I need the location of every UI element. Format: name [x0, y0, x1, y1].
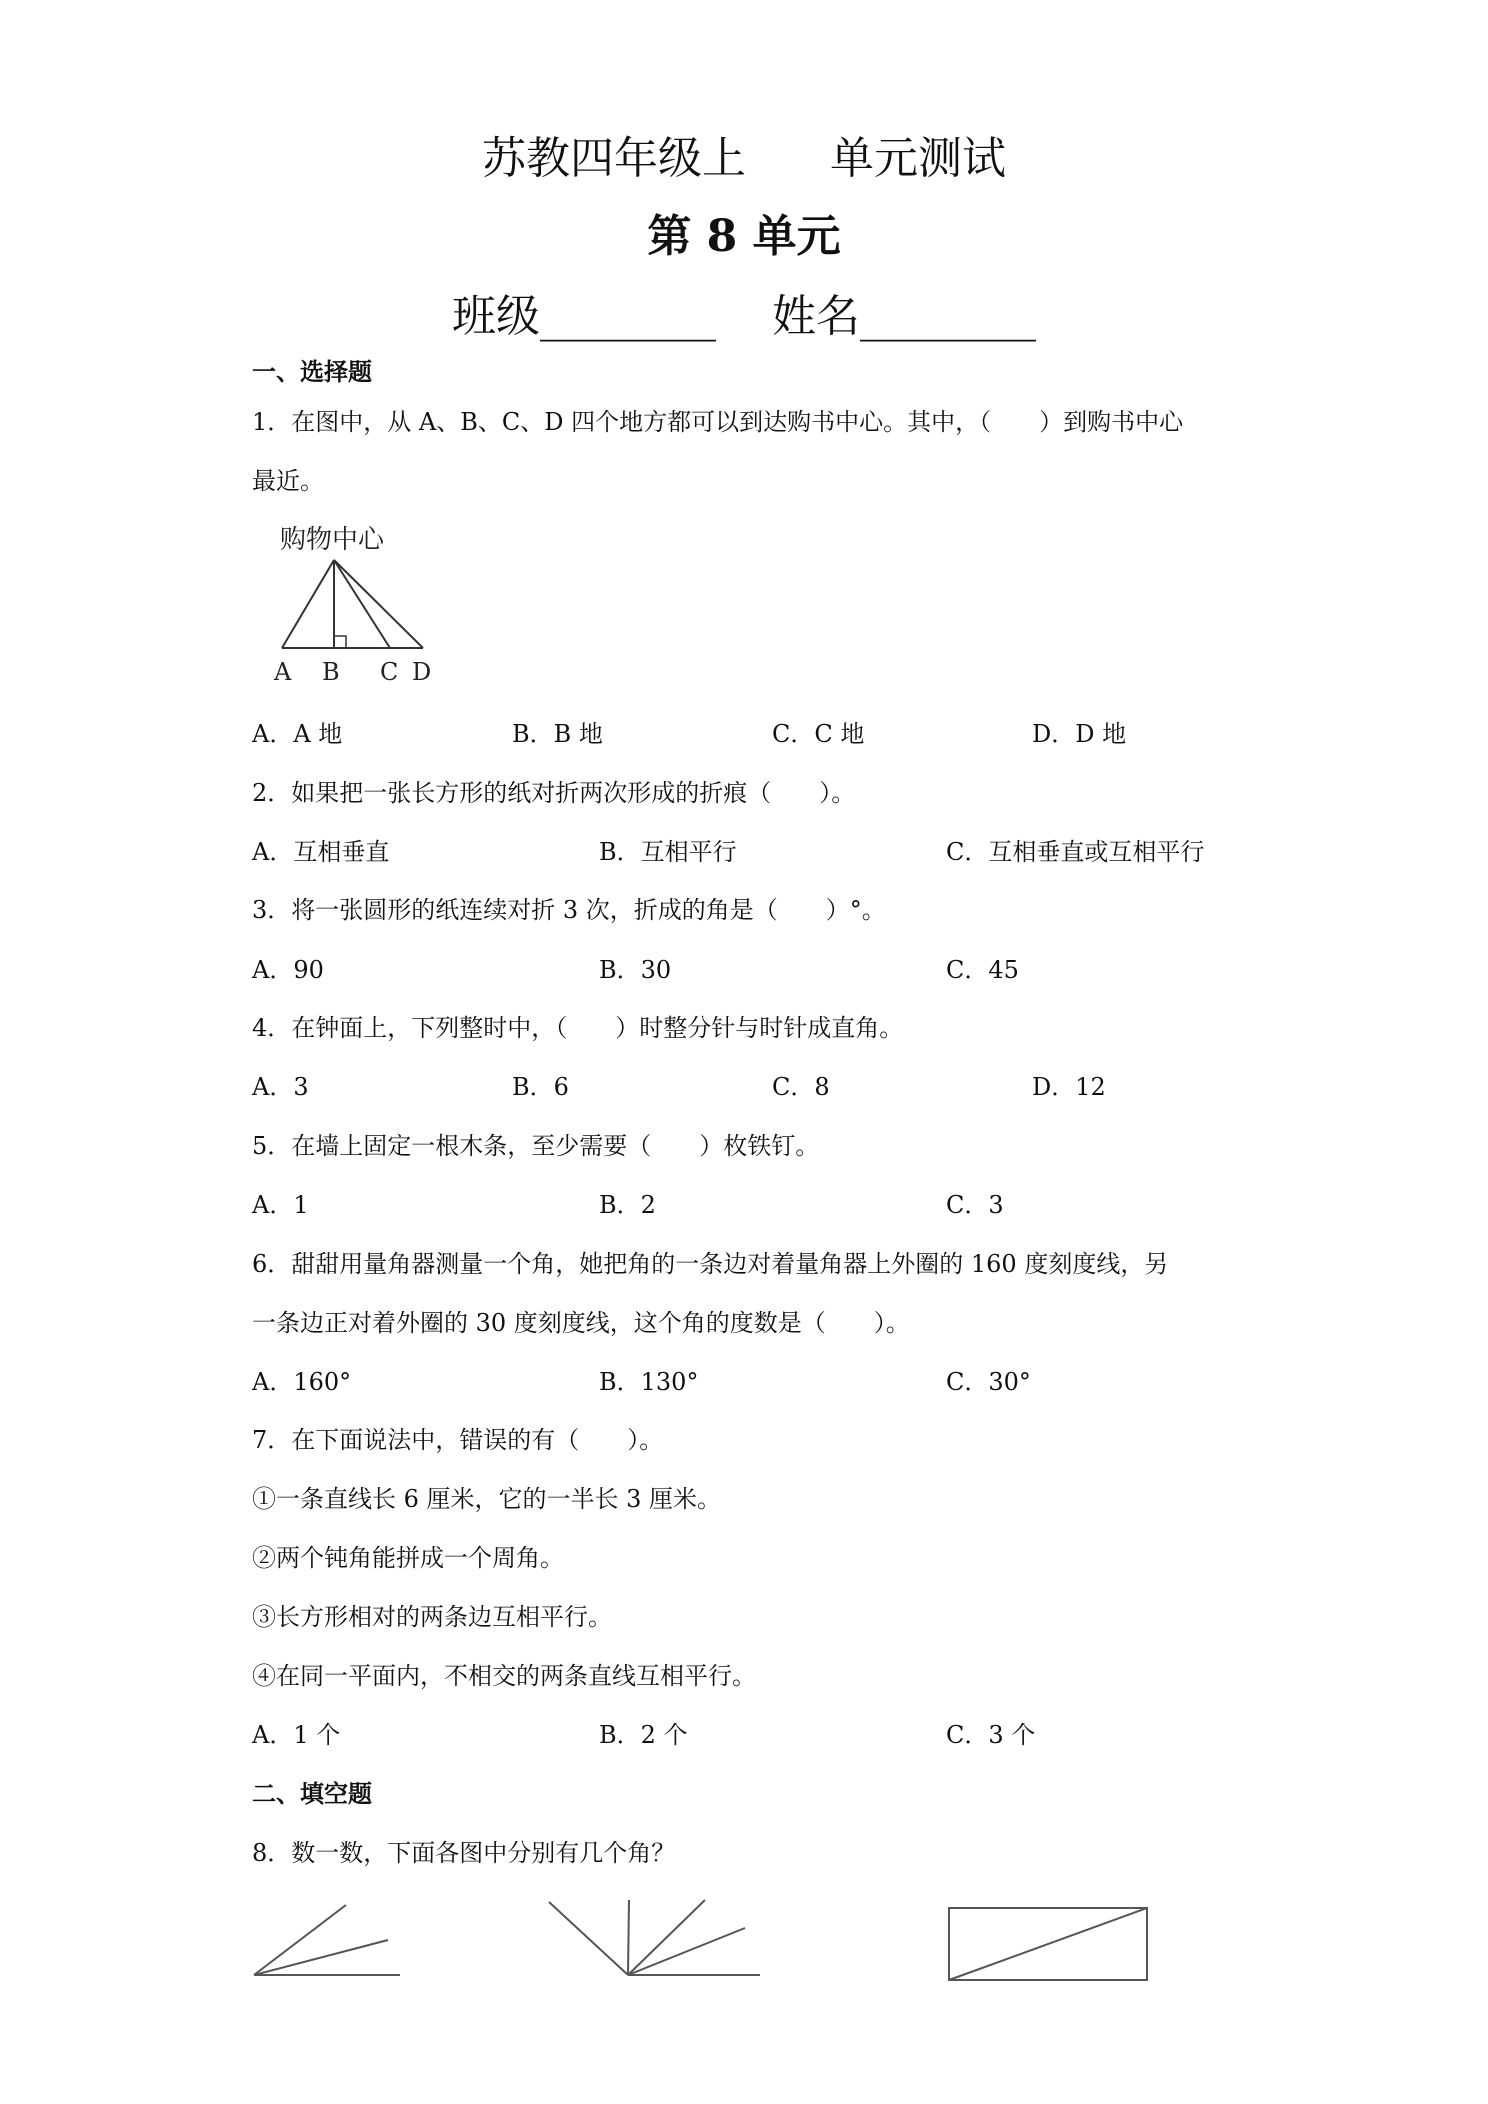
diagonal — [949, 1908, 1147, 1980]
section-heading-choice: 一、选择题 — [252, 358, 372, 386]
q4-option-b[interactable]: B．6 — [512, 1073, 569, 1101]
ray-1 — [254, 1905, 346, 1975]
section-heading-fill: 二、填空题 — [252, 1780, 372, 1808]
question-1-line2: 最近。 — [252, 467, 324, 495]
question-4: 4．在钟面上，下列整时中，（ ）时整分针与时针成直角。 — [252, 1014, 904, 1042]
q5-option-a[interactable]: A．1 — [252, 1191, 309, 1219]
q7-option-c[interactable]: C．3 个 — [946, 1721, 1036, 1749]
q6-option-a[interactable]: A．160° — [252, 1368, 352, 1396]
q1-option-c[interactable]: C．C 地 — [772, 720, 865, 748]
question-1-line1: 1．在图中，从 A、B、C、D 四个地方都可以到达购书中心。其中，（ ）到购书中心 — [252, 408, 1184, 436]
ray-2 — [254, 1940, 388, 1975]
q7-statement-3: ③长方形相对的两条边互相平行。 — [252, 1603, 612, 1631]
shopping-center-triangle-figure — [270, 520, 470, 690]
ray-1 — [549, 1902, 628, 1975]
right-angle-mark — [334, 636, 346, 648]
question-5: 5．在墙上固定一根木条，至少需要（ ）枚铁钉。 — [252, 1132, 820, 1160]
q1-option-a[interactable]: A．A 地 — [252, 720, 343, 748]
line-a — [282, 560, 334, 648]
question-3: 3．将一张圆形的纸连续对折 3 次，折成的角是（ ）°。 — [252, 896, 886, 924]
q5-option-c[interactable]: C．3 — [946, 1191, 1004, 1219]
q7-statement-4: ④在同一平面内，不相交的两条直线互相平行。 — [252, 1662, 756, 1690]
class-name-line: 班级________ 姓名________ — [452, 291, 1036, 342]
q2-option-c[interactable]: C．互相垂直或互相平行 — [946, 838, 1205, 866]
line-c — [334, 560, 390, 648]
ray-2 — [628, 1900, 629, 1975]
q3-option-c[interactable]: C．45 — [946, 956, 1019, 984]
ray-3 — [628, 1900, 705, 1975]
point-label-b: B — [322, 658, 340, 686]
question-8: 8．数一数，下面各图中分别有几个角？ — [252, 1839, 676, 1867]
q7-statement-1: ①一条直线长 6 厘米，它的一半长 3 厘米。 — [252, 1485, 722, 1513]
q2-option-a[interactable]: A．互相垂直 — [252, 838, 390, 866]
point-label-a: A — [274, 658, 292, 686]
q7-option-b[interactable]: B．2 个 — [599, 1721, 688, 1749]
question-6-line1: 6．甜甜用量角器测量一个角，她把角的一条边对着量角器上外圈的 160 度刻度线，另 — [252, 1250, 1169, 1278]
q7-statement-2: ②两个钝角能拼成一个周角。 — [252, 1544, 564, 1572]
question-7: 7．在下面说法中，错误的有（ ）。 — [252, 1426, 664, 1454]
q4-option-a[interactable]: A．3 — [252, 1073, 309, 1101]
unit-title: 第 8 单元 — [647, 211, 841, 262]
point-label-d: D — [412, 658, 432, 686]
q6-option-b[interactable]: B．130° — [599, 1368, 699, 1396]
rectangle-diagonal-figure — [945, 1904, 1155, 1984]
q7-option-a[interactable]: A．1 个 — [252, 1721, 341, 1749]
q1-option-b[interactable]: B．B 地 — [512, 720, 603, 748]
line-d — [334, 560, 423, 648]
angles-figure-1 — [250, 1900, 410, 1980]
q5-option-b[interactable]: B．2 — [599, 1191, 656, 1219]
q6-option-c[interactable]: C．30° — [946, 1368, 1031, 1396]
point-label-c: C — [380, 658, 399, 686]
ray-4 — [628, 1928, 745, 1975]
q2-option-b[interactable]: B．互相平行 — [599, 838, 737, 866]
worksheet-title: 苏教四年级上 单元测试 — [482, 133, 1006, 184]
question-2: 2．如果把一张长方形的纸对折两次形成的折痕（ ）。 — [252, 779, 856, 807]
q3-option-a[interactable]: A．90 — [252, 956, 324, 984]
angles-figure-2 — [545, 1898, 765, 1978]
q4-option-c[interactable]: C．8 — [772, 1073, 830, 1101]
q3-option-b[interactable]: B．30 — [599, 956, 672, 984]
figure-top-label: 购物中心 — [280, 525, 385, 555]
q4-option-d[interactable]: D．12 — [1032, 1073, 1106, 1101]
question-6-line2: 一条边正对着外圈的 30 度刻度线，这个角的度数是（ ）。 — [252, 1309, 910, 1337]
q1-option-d[interactable]: D．D 地 — [1032, 720, 1127, 748]
